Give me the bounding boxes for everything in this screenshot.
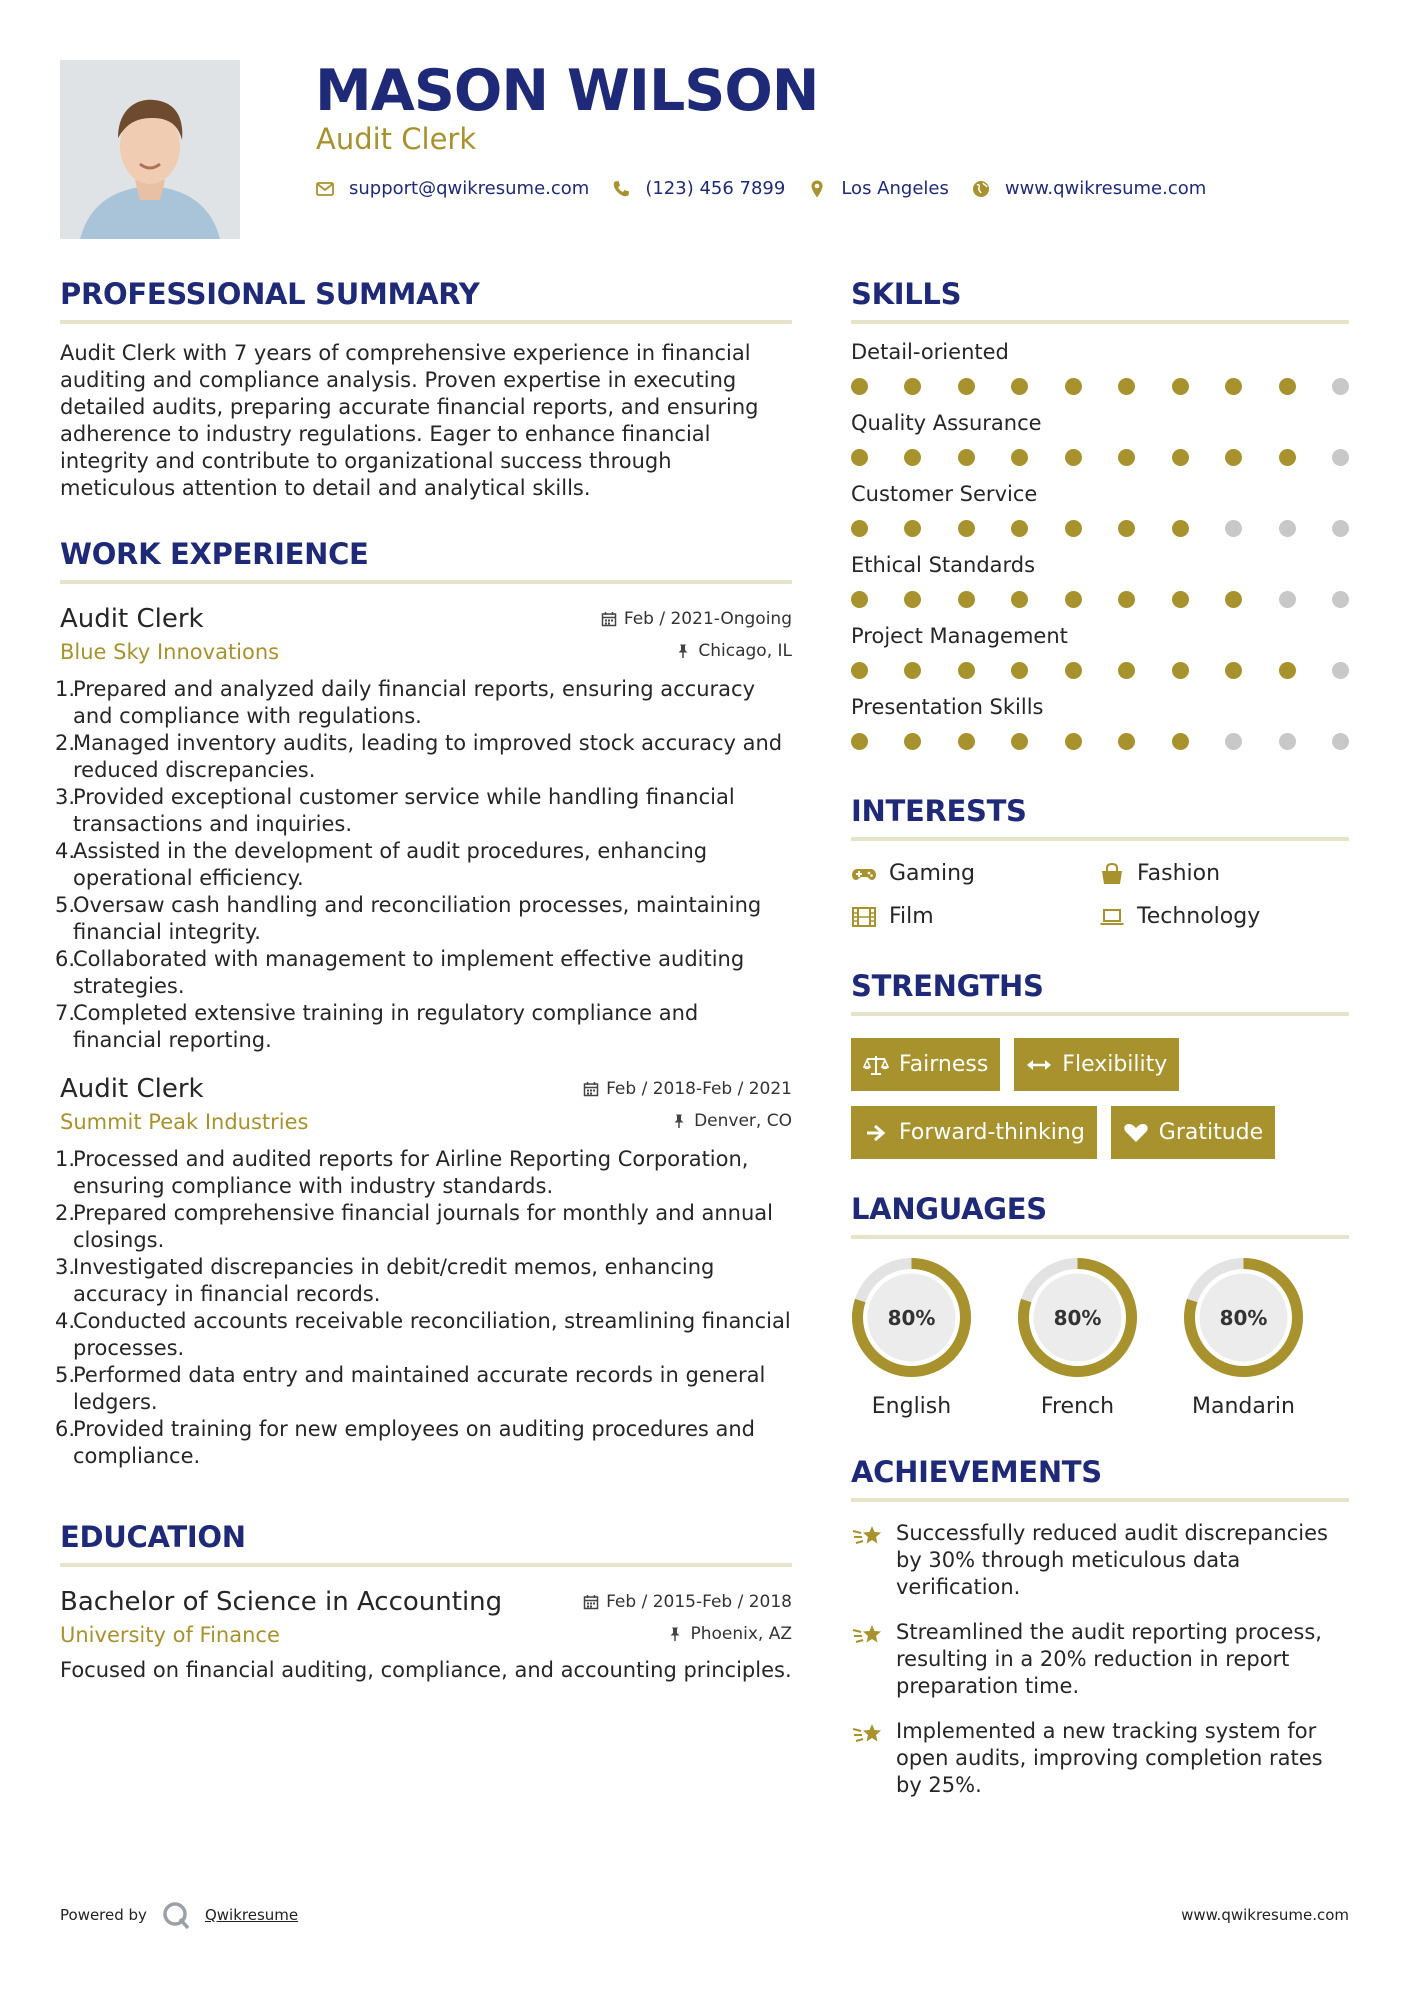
language-percent: 80% [1053,1305,1102,1330]
bullet-number: 2. [55,1201,76,1225]
pushpin-icon [675,643,691,659]
calendar-icon [583,1081,599,1097]
degree-title: Bachelor of Science in Accounting [60,1587,503,1617]
bullet-item [55,1416,792,1470]
calendar-icon [583,1594,599,1610]
contact-email-text: support@qwikresume.com [349,178,590,199]
job-date: Feb / 2018-Feb / 2021 [583,1079,792,1099]
skill-name: Quality Assurance [851,411,1042,435]
bullet-text: Prepared and analyzed daily financial reports, ensuring accuracy and compliance with regulations. [73,677,756,728]
heart-icon [1123,1122,1149,1144]
bullet-item [55,1000,792,1054]
language-percent: 80% [887,1305,936,1330]
balance-scale-icon [863,1054,889,1076]
job-location: Chicago, IL [675,641,792,661]
contact-phone[interactable] [611,178,785,199]
skill-item [851,695,1349,750]
skill-name: Customer Service [851,482,1038,506]
education-heading: EDUCATION [60,1520,792,1567]
rating-dot-filled [958,662,975,679]
rating-dot-filled [1172,662,1189,679]
achievement-item [851,1520,1349,1601]
pushpin-icon [671,1113,687,1129]
phone-icon [611,179,631,199]
rating-dot-empty [1332,378,1349,395]
footer-powered-by: Powered by Qwikresume [60,1900,298,1930]
rating-dot-empty [1332,662,1349,679]
rating-dot-filled [1225,662,1242,679]
rating-dot-filled [958,591,975,608]
bullet-number: 3. [55,1255,76,1279]
achievements-heading: ACHIEVEMENTS [851,1455,1349,1502]
job-bullets [55,676,792,1054]
bullet-number: 4. [55,839,76,863]
profile-photo [60,60,240,239]
rating-dot-filled [1011,591,1028,608]
gamepad-icon [851,863,877,885]
rating-dot-filled [1011,733,1028,750]
arrows-horizontal-icon [1026,1054,1052,1076]
pushpin-icon [667,1626,683,1642]
achievement-text: Streamlined the audit reporting process, resulting in a 20% reduction in report preparation time. [896,1620,1322,1698]
skill-rating [851,591,1349,608]
language-item [1017,1257,1138,1419]
rating-dot-filled [958,733,975,750]
language-ring [1017,1257,1138,1378]
map-pin-icon [807,179,827,199]
brand-link[interactable]: Qwikresume [204,1906,299,1924]
rating-dot-filled [851,378,868,395]
bullet-item [55,838,792,892]
contact-phone-text: (123) 456 7899 [645,178,786,199]
rating-dot-filled [1011,378,1028,395]
summary-heading: PROFESSIONAL SUMMARY [60,277,792,324]
bullet-text: Managed inventory audits, leading to improved stock accuracy and reduced discrepancies. [73,731,783,782]
skill-rating [851,449,1349,466]
bullet-number: 5. [55,1363,76,1387]
bullet-item [55,730,792,784]
languages-list [851,1257,1349,1419]
rating-dot-filled [1172,378,1189,395]
rating-dot-filled [1172,520,1189,537]
skill-item [851,411,1349,466]
bullet-item [55,1308,792,1362]
strength-tag: Gratitude [1111,1106,1275,1159]
contact-location-text: Los Angeles [841,178,949,199]
skills-list [851,340,1349,750]
language-name: French [1040,1394,1115,1419]
bullet-number: 7. [55,1001,76,1025]
bullet-text: Provided exceptional customer service while handling financial transactions and inquiries. [73,785,735,836]
skill-item [851,553,1349,608]
job-entry-1 [55,604,792,1054]
skill-rating [851,733,1349,750]
rating-dot-filled [1065,591,1082,608]
language-percent: 80% [1219,1305,1268,1330]
rating-dot-filled [904,520,921,537]
rating-dot-filled [1065,520,1082,537]
person-portrait-icon [60,60,240,239]
bullet-number: 5. [55,893,76,917]
rating-dot-filled [1279,449,1296,466]
rating-dot-filled [1011,449,1028,466]
education-entry [60,1587,792,1684]
candidate-role: Audit Clerk [316,122,477,156]
rating-dot-filled [1225,378,1242,395]
footer-website[interactable]: www.qwikresume.com [1181,1906,1349,1924]
calendar-icon [601,611,617,627]
globe-icon [971,179,991,199]
summary-text: Audit Clerk with 7 years of comprehensive experience in financial auditing and compliance analysis. Proven expertise in executing detailed audits, preparing accurate financial reports, and ensuring adherence to industry regulations. Eager to enhance financial integrity and contribute to organizational success through meticulous attention to detail and analytical skills. [60,341,759,500]
laptop-icon [1099,906,1125,928]
achievement-text: Implemented a new tracking system for open audits, improving completion rates by 25%. [896,1719,1323,1797]
arrow-right-icon [863,1122,889,1144]
language-name: Mandarin [1192,1394,1295,1419]
bullet-number: 1. [55,677,76,701]
bullet-item [55,1200,792,1254]
right-column [851,277,1349,1799]
rating-dot-filled [851,662,868,679]
bullet-number: 3. [55,785,76,809]
skill-name: Presentation Skills [851,695,1044,719]
company-name: Blue Sky Innovations [60,640,280,664]
rating-dot-filled [958,378,975,395]
rating-dot-filled [1065,449,1082,466]
contact-location [807,178,949,199]
film-icon [851,906,877,928]
bullet-item [55,784,792,838]
rating-dot-filled [958,449,975,466]
rating-dot-filled [904,662,921,679]
candidate-name: MASON WILSON [315,58,819,124]
rating-dot-empty [1279,520,1296,537]
skill-name: Detail-oriented [851,340,1009,364]
rating-dot-filled [851,449,868,466]
interest-item: Technology [1099,904,1349,929]
contact-website-text: www.qwikresume.com [1004,178,1207,199]
education-date: Feb / 2015-Feb / 2018 [583,1592,792,1612]
contact-email[interactable] [315,178,589,199]
rating-dot-filled [851,520,868,537]
job-location: Denver, CO [671,1111,792,1131]
skill-rating [851,520,1349,537]
rating-dot-filled [904,378,921,395]
achievement-item [851,1718,1349,1799]
rating-dot-filled [1011,520,1028,537]
bullet-number: 4. [55,1309,76,1333]
bullet-number: 1. [55,1147,76,1171]
language-item [851,1257,972,1419]
bullet-number: 2. [55,731,76,755]
job-date: Feb / 2021-Ongoing [601,609,792,629]
rating-dot-filled [1118,378,1135,395]
skill-item [851,482,1349,537]
experience-heading: WORK EXPERIENCE [60,537,792,584]
strengths-heading: STRENGTHS [851,969,1349,1016]
bullet-text: Completed extensive training in regulatory compliance and financial reporting. [73,1001,699,1052]
bullet-item [55,1146,792,1200]
rating-dot-filled [1172,591,1189,608]
interest-item: Fashion [1099,861,1349,886]
strength-tag: Forward-thinking [851,1106,1097,1159]
bullet-text: Conducted accounts receivable reconciliation, streamlining financial processes. [73,1309,791,1360]
contact-bar [315,178,1228,199]
bullet-text: Prepared comprehensive financial journals for monthly and annual closings. [73,1201,773,1252]
bullet-item [55,946,792,1000]
rating-dot-filled [1225,449,1242,466]
bullet-text: Oversaw cash handling and reconciliation processes, maintaining financial integrity. [73,893,762,944]
bullet-text: Provided training for new employees on auditing procedures and compliance. [73,1417,755,1468]
rating-dot-filled [851,591,868,608]
job-title: Audit Clerk [60,604,204,634]
language-ring [851,1257,972,1378]
rating-dot-filled [958,520,975,537]
job-title: Audit Clerk [60,1074,204,1104]
language-name: English [871,1394,952,1419]
rating-dot-filled [1065,378,1082,395]
rating-dot-filled [1118,662,1135,679]
shooting-star-icon [851,1522,884,1550]
bullet-number: 6. [55,1417,76,1441]
job-entry-2 [55,1074,792,1470]
skill-name: Ethical Standards [851,553,1036,577]
achievements-list [851,1520,1349,1799]
rating-dot-filled [1118,733,1135,750]
skill-name: Project Management [851,624,1068,648]
rating-dot-empty [1279,733,1296,750]
rating-dot-filled [1225,591,1242,608]
bullet-text: Investigated discrepancies in debit/credit memos, enhancing accuracy in financial records. [73,1255,715,1306]
bullet-text: Performed data entry and maintained accurate records in general ledgers. [73,1363,766,1414]
language-ring [1183,1257,1304,1378]
shopping-bag-icon [1099,863,1125,885]
education-description: Focused on financial auditing, compliance, and accounting principles. [60,1658,792,1682]
bullet-item [55,892,792,946]
skill-rating [851,378,1349,395]
rating-dot-filled [1118,520,1135,537]
achievement-item [851,1619,1349,1700]
strength-tag: Fairness [851,1038,1000,1091]
rating-dot-filled [1172,733,1189,750]
interest-item: Film [851,904,1099,929]
shooting-star-icon [851,1621,884,1649]
languages-heading: LANGUAGES [851,1192,1349,1239]
rating-dot-filled [1065,662,1082,679]
rating-dot-empty [1225,733,1242,750]
strength-tag: Flexibility [1014,1038,1179,1091]
rating-dot-empty [1332,733,1349,750]
rating-dot-empty [1332,449,1349,466]
school-name: University of Finance [60,1623,280,1647]
bullet-number: 6. [55,947,76,971]
shooting-star-icon [851,1720,884,1748]
rating-dot-filled [1118,591,1135,608]
interests-heading: INTERESTS [851,794,1349,841]
rating-dot-empty [1332,520,1349,537]
qwikresume-logo-icon [161,1900,191,1930]
bullet-text: Assisted in the development of audit procedures, enhancing operational efficiency. [73,839,708,890]
language-item [1183,1257,1304,1419]
bullet-item [55,1362,792,1416]
bullet-item [55,676,792,730]
envelope-icon [315,179,335,199]
rating-dot-empty [1279,591,1296,608]
rating-dot-filled [1172,449,1189,466]
skill-item [851,340,1349,395]
strengths-list [851,1038,1349,1174]
job-bullets [55,1146,792,1470]
rating-dot-empty [1332,591,1349,608]
rating-dot-empty [1225,520,1242,537]
school-location: Phoenix, AZ [667,1624,792,1644]
rating-dot-filled [851,733,868,750]
interest-item: Gaming [851,861,1099,886]
bullet-text: Collaborated with management to implement effective auditing strategies. [73,947,745,998]
rating-dot-filled [904,591,921,608]
contact-website[interactable] [971,178,1206,199]
rating-dot-filled [1279,378,1296,395]
skills-heading: SKILLS [851,277,1349,324]
company-name: Summit Peak Industries [60,1110,309,1134]
skill-rating [851,662,1349,679]
interests-list [851,861,1349,929]
rating-dot-filled [904,449,921,466]
bullet-text: Processed and audited reports for Airline Reporting Corporation, ensuring compliance with industry standards. [73,1147,749,1198]
rating-dot-filled [1065,733,1082,750]
rating-dot-filled [1279,662,1296,679]
rating-dot-filled [1118,449,1135,466]
skill-item [851,624,1349,679]
rating-dot-filled [1011,662,1028,679]
achievement-text: Successfully reduced audit discrepancies by 30% through meticulous data verification. [896,1521,1328,1599]
left-column [55,277,792,1684]
bullet-item [55,1254,792,1308]
rating-dot-filled [904,733,921,750]
